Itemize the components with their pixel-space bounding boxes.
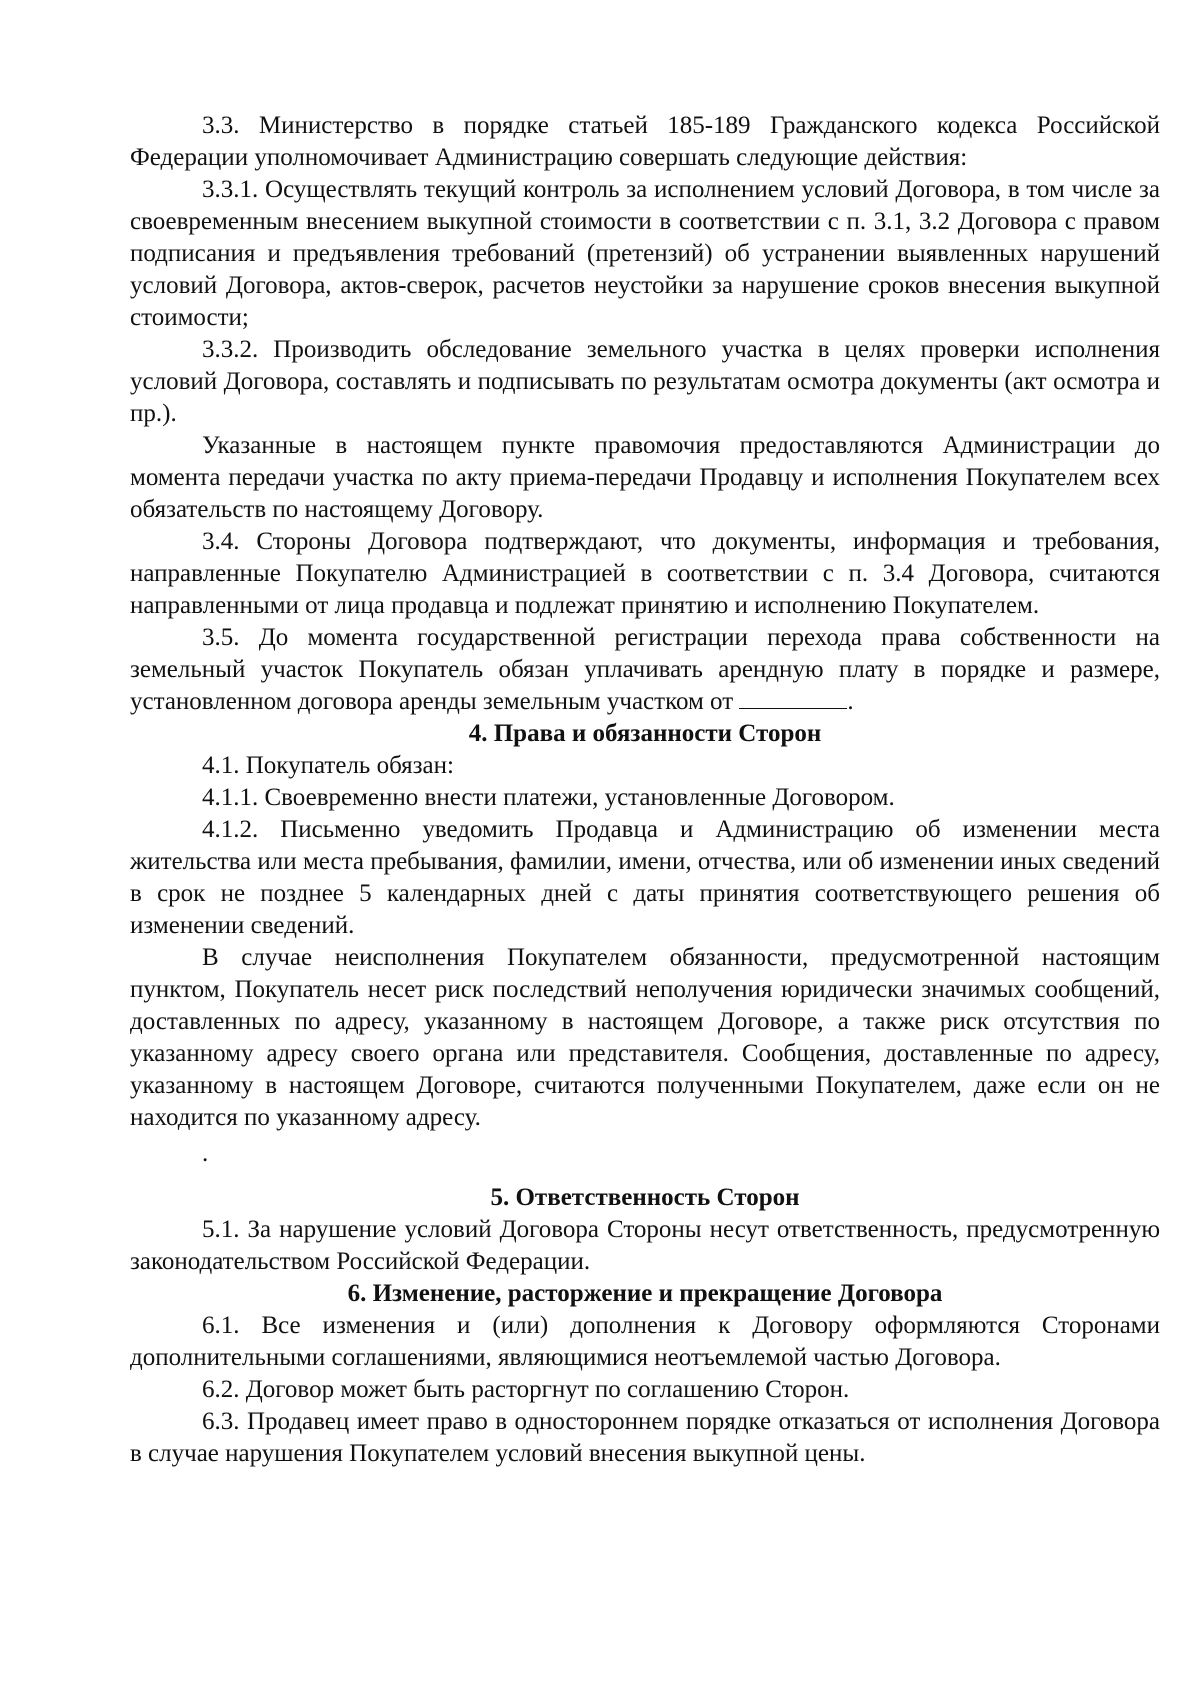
paragraph-4-1-1: 4.1.1. Своевременно внести платежи, установленные Договором.: [202, 784, 895, 811]
paragraph-3-5-end: .: [847, 688, 854, 715]
paragraph-6-1: 6.1. Все изменения и (или) дополнения к Договору оформляются Сторонами дополнительными соглашениями, являющимися неотъемлемой частью Договора.: [130, 1312, 1160, 1371]
stray-dot: .: [202, 1140, 209, 1167]
paragraph-3-4: 3.4. Стороны Договора подтверждают, что документы, информация и требования, направленные Покупателю Администрацией в соответствии с п. 3.4 Договора, считаются направленными от лица продавца и подлежат принятию и исполнению Покупателем.: [130, 528, 1160, 619]
paragraph-6-2: 6.2. Договор может быть расторгнут по соглашению Сторон.: [202, 1376, 850, 1403]
paragraph-6-3: 6.3. Продавец имеет право в одностороннем порядке отказаться от исполнения Договора в случае нарушения Покупателем условий внесения выкупной цены.: [130, 1408, 1160, 1467]
section-5-heading: 5. Ответственность Сторон: [490, 1184, 800, 1211]
paragraph-3-5: [130, 622, 1160, 718]
date-blank-line: [739, 686, 847, 709]
section-4-heading: 4. Права и обязанности Сторон: [468, 720, 822, 747]
paragraph-3-3-note: Указанные в настоящем пункте правомочия предоставляются Администрации до момента передачи участка по акту приема-передачи Продавцу и исполнения Покупателем всех обязательств по настоящему Договору.: [130, 432, 1160, 523]
paragraph-4-1: 4.1. Покупатель обязан:: [202, 752, 454, 779]
paragraph-4-note: В случае неисполнения Покупателем обязанности, предусмотренной настоящим пунктом, Покупатель несет риск последствий неполучения юридически значимых сообщений, доставленных по адресу, указанному в настоящем Договоре, а также риск отсутствия по указанному адресу своего органа или представителя. Сообщения, доставленные по адресу, указанному в настоящем Договоре, считаются полученными Покупателем, даже если он не находится по указанному адресу.: [130, 944, 1160, 1131]
paragraph-5-1: 5.1. За нарушение условий Договора Стороны несут ответственность, предусмотренную законодательством Российской Федерации.: [130, 1216, 1160, 1275]
paragraph-3-3-1: 3.3.1. Осуществлять текущий контроль за исполнением условий Договора, в том числе за своевременным внесением выкупной стоимости в соответствии с п. 3.1, 3.2 Договора с правом подписания и предъявления требований (претензий) об устранении выявленных нарушений условий Договора, актов-сверок, расчетов неустойки за нарушение сроков внесения выкупной стоимости;: [130, 176, 1160, 331]
document-page: [130, 110, 1160, 1470]
paragraph-4-1-2: 4.1.2. Письменно уведомить Продавца и Администрацию об изменении места жительства или места пребывания, фамилии, имени, отчества, или об изменении иных сведений в срок не позднее 5 календарных дней с даты принятия соответствующего решения об изменении сведений.: [130, 816, 1160, 939]
paragraph-3-5-text: 3.5. До момента государственной регистрации перехода права собственности на земельный участок Покупатель обязан уплачивать арендную плату в порядке и размере, установленном договора аренды земельным участком от: [130, 624, 1160, 715]
section-6-heading: 6. Изменение, расторжение и прекращение Договора: [347, 1280, 943, 1307]
paragraph-3-3-2: 3.3.2. Производить обследование земельного участка в целях проверки исполнения условий Договора, составлять и подписывать по результатам осмотра документы (акт осмотра и пр.).: [130, 336, 1160, 427]
paragraph-3-3: 3.3. Министерство в порядке статьей 185-189 Гражданского кодекса Российской Федерации уполномочивает Администрацию совершать следующие действия:: [130, 112, 1160, 171]
